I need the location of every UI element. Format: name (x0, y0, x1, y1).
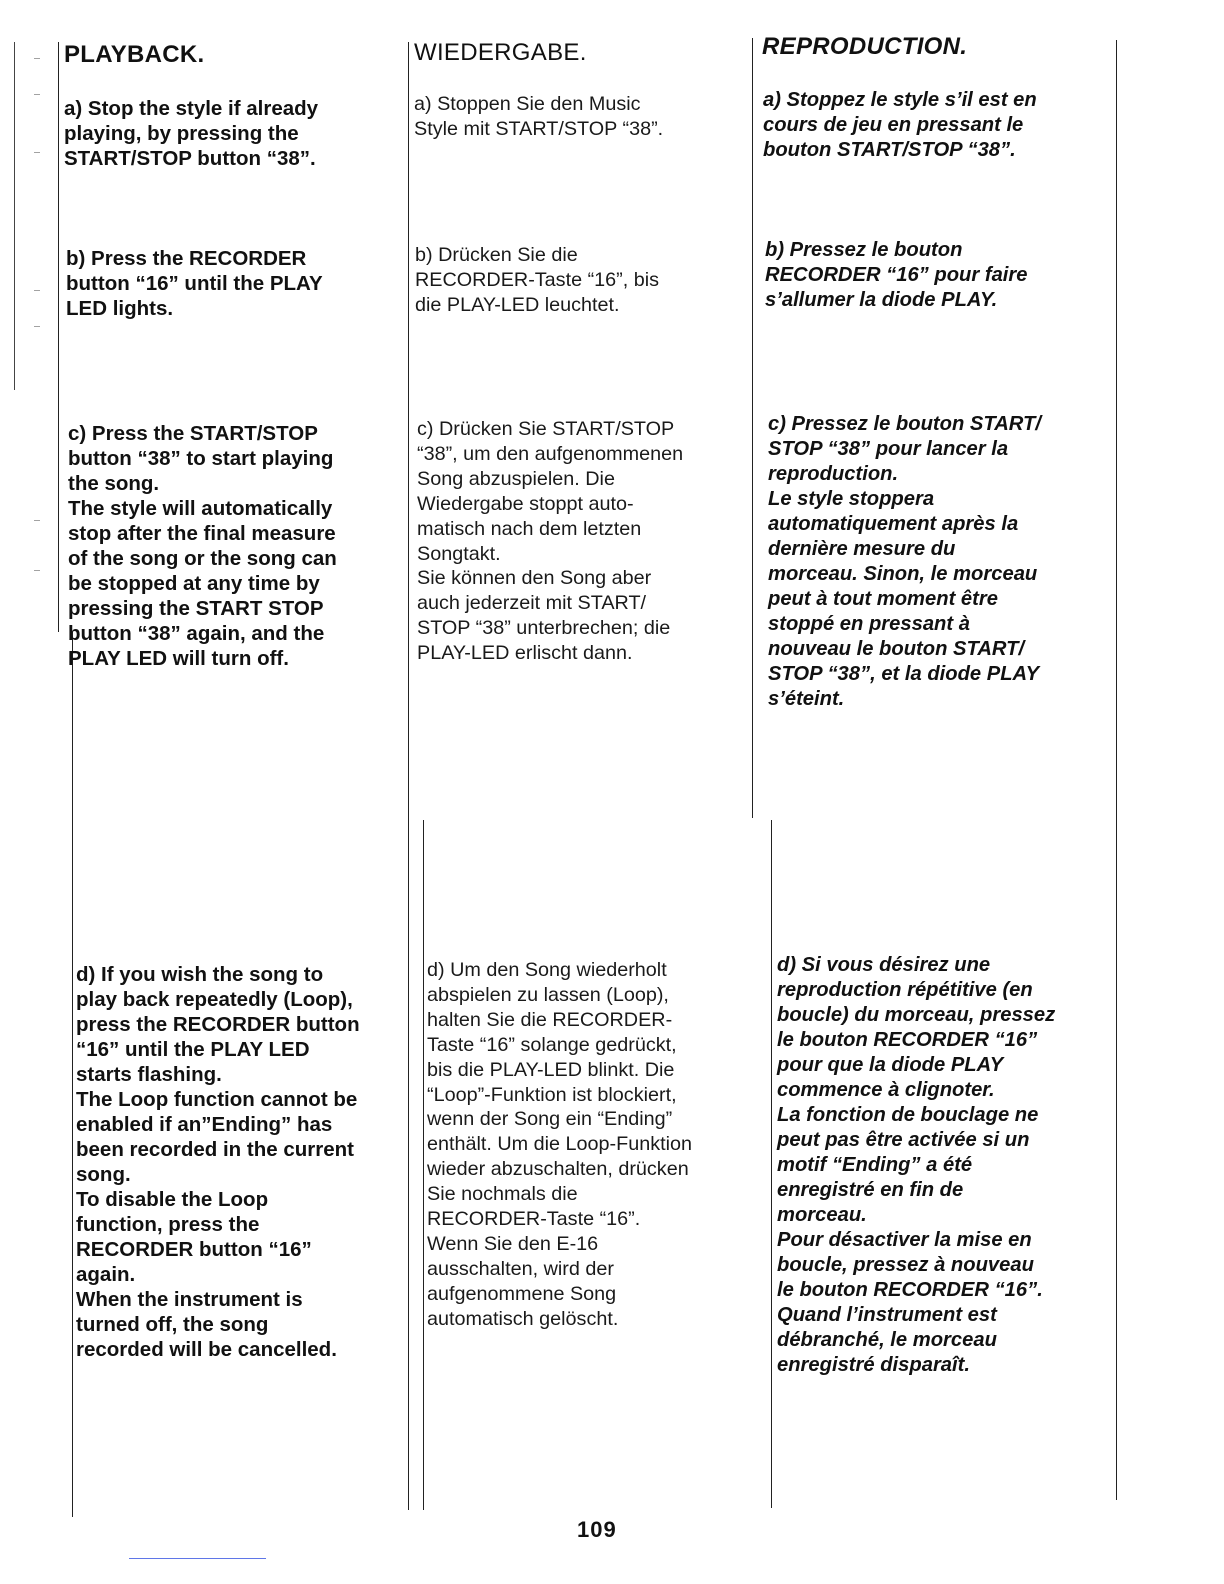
french-step-d: d) Si vous désirez une reproduction répétitive (en boucle) du morceau, pressez le bouton RECORDER “16” pour que la diode PLAY commence à clignoter. La fonction de bouclage ne peut pas être activée si un motif “Ending” a été enregistré en fin de morceau. Pour désactiver la mise en boucle, pressez à nouveau le bouton RECORDER “16”. Quand l’instrument est débranché, le morceau enregistré disparaît. (777, 954, 1056, 1376)
column-rule-english-top (58, 42, 59, 632)
german-step-d: d) Um den Song wiederholt abspielen zu lassen (Loop), halten Sie die RECORDER- Taste “16” solange gedrückt, bis die PLAY-LED blinkt. Die “Loop”-Funktion ist blockiert, wenn der Song ein “Ending” enthält. Um die Loop-Funktion wieder abzuschalten, drücken Sie nochmals die RECORDER-Taste “16”. Wenn Sie den E-16 ausschalten, wird der aufgenommene Song automatisch gelöscht. (427, 959, 692, 1330)
footer-blue-line (129, 1558, 266, 1559)
column-rule-french-german-bottom (771, 820, 772, 1508)
french-step-c: c) Pressez le bouton START/ STOP “38” pour lancer la reproduction. Le style stoppera automatiquement après la dernière mesure du morceau. Sinon, le morceau peut à tout moment être stoppé en pressant à nouveau le bouton START/ STOP “38”, et la diode PLAY s’éteint. (768, 413, 1041, 710)
english-step-d: d) If you wish the song to play back repeatedly (Loop), press the RECORDER button “16” until the PLAY LED starts flashing. The Loop function cannot be enabled if an”Ending” has been recorded in the current song. To disable the Loop function, press the RECORDER button “16” again. When the instrument is turned off, the song recorded will be cancelled. (76, 963, 360, 1361)
german-step-a: a) Stoppen Sie den Music Style mit START/STOP “38”. (414, 93, 664, 140)
reproduction-heading: REPRODUCTION. (762, 33, 968, 60)
scan-mark (34, 326, 40, 327)
english-step-a: a) Stop the style if already playing, by pressing the START/STOP button “38”. (64, 97, 319, 170)
scan-mark (34, 570, 40, 571)
scan-mark (34, 94, 40, 95)
french-step-a: a) Stoppez le style s’il est en cours de jeu en pressant le bouton START/STOP “38”. (763, 89, 1037, 161)
scan-mark (34, 520, 40, 521)
french-step-b: b) Pressez le bouton RECORDER “16” pour faire s’allumer la diode PLAY. (765, 239, 1028, 311)
wiedergabe-heading: WIEDERGABE. (414, 39, 587, 66)
column-rule-english-bottom (72, 632, 73, 1517)
scan-mark (34, 58, 40, 59)
column-rule-german-lower (423, 820, 424, 1510)
english-step-b: b) Press the RECORDER button “16” until the PLAY LED lights. (66, 247, 323, 320)
english-step-c: c) Press the START/STOP button “38” to start playing the song. The style will automatically stop after the final measure of the song or the song can be stopped at any time by pressing the START STOP button “38” again, and the PLAY LED will turn off. (68, 422, 337, 670)
german-step-b: b) Drücken Sie die RECORDER-Taste “16”, bis die PLAY-LED leuchtet. (415, 244, 660, 316)
playback-heading: PLAYBACK. (64, 41, 205, 68)
scan-mark (34, 152, 40, 153)
scan-mark (34, 290, 40, 291)
german-step-c: c) Drücken Sie START/STOP “38”, um den aufgenommenen Song abzuspielen. Die Wiedergabe stoppt auto- matisch nach dem letzten Songtakt. Sie können den Song aber auch jederzeit mit START/ STOP “38” unterbrechen; die PLAY-LED erlischt dann. (417, 418, 684, 665)
scan-margin-line (14, 42, 15, 390)
column-rule-french-german-top (752, 38, 753, 818)
page-number: 109 (577, 1517, 617, 1542)
